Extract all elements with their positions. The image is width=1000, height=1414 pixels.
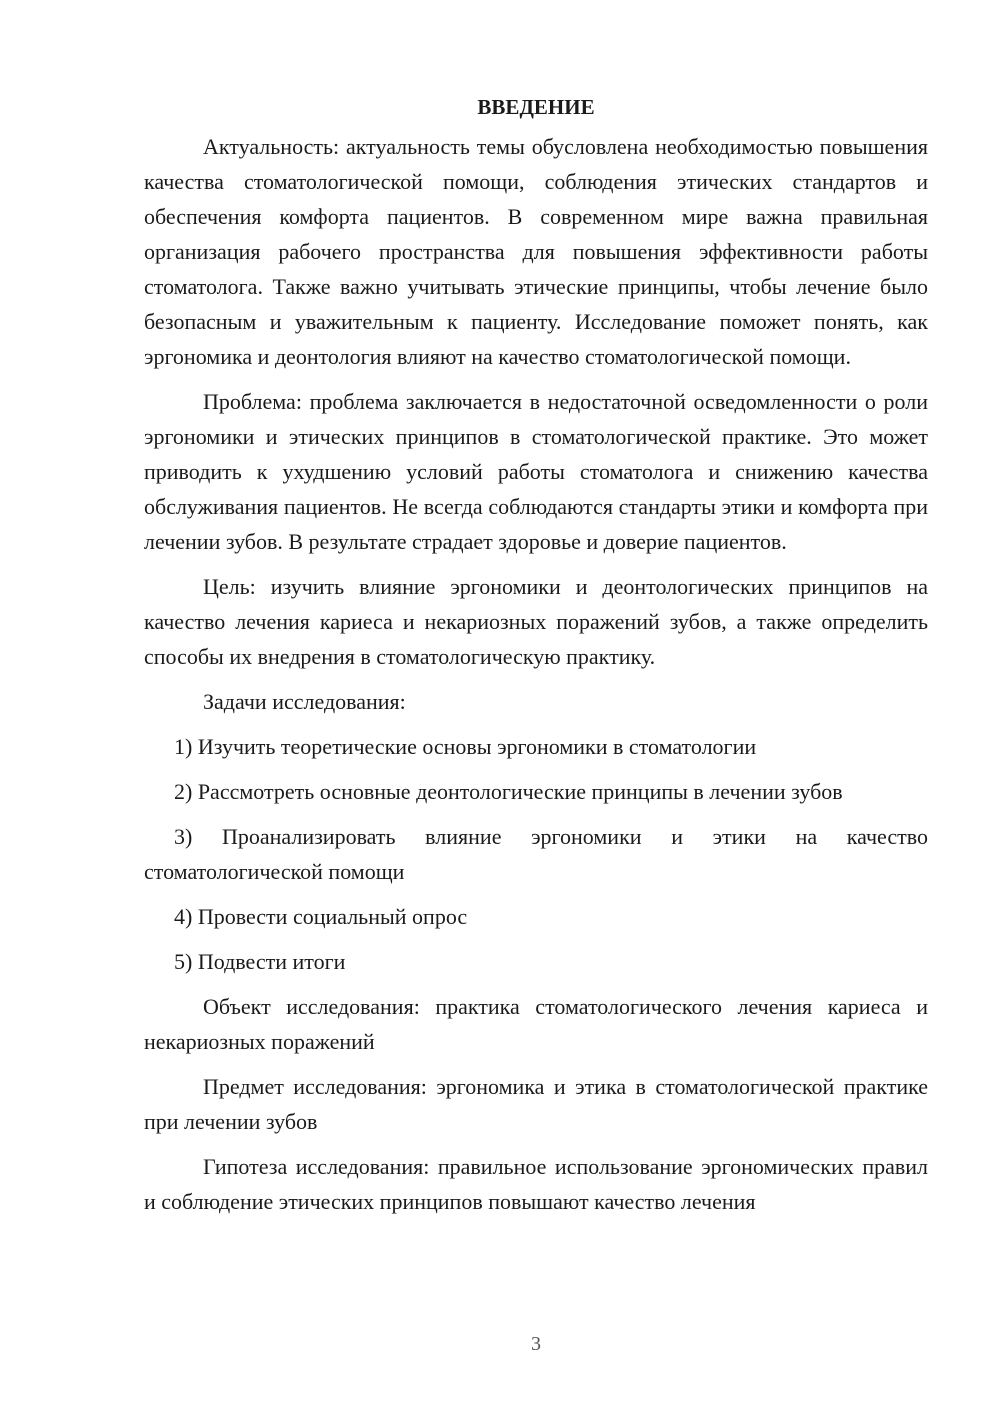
tasks-heading: Задачи исследования: [203, 689, 406, 714]
task-item-4: 4) Провести социальный опрос [174, 904, 468, 929]
paragraph-problem: Проблема: проблема заключается в недостаточной осведомленности о роли эргономики и этических принципов в стоматологической практике. Это может приводить к ухудшению условий работы стоматолога и снижению качества обслуживания пациентов. Не всегда соблюдаются стандарты этики и комфорта при лечении зубов. В результате страдает здоровье и доверие пациентов. [144, 389, 928, 554]
task-item-3: 3) Проанализировать влияние эргономики и этики на качество стоматологической помощи [144, 824, 928, 884]
paragraph-subject: Предмет исследования: эргономика и этика в стоматологической практике при лечении зубов [144, 1074, 928, 1134]
paragraph-object: Объект исследования: практика стоматологического лечения кариеса и некариозных поражений [144, 994, 928, 1054]
paragraph-goal: Цель: изучить влияние эргономики и деонтологических принципов на качество лечения кариеса и некариозных поражений зубов, а также определить способы их внедрения в стоматологическую практику. [144, 574, 928, 669]
task-item-1: 1) Изучить теоретические основы эргономики в стоматологии [174, 734, 757, 759]
section-title: ВВЕДЕНИЕ [477, 95, 595, 119]
paragraph-relevance: Актуальность: актуальность темы обусловлена необходимостью повышения качества стоматологической помощи, соблюдения этических стандартов и обеспечения комфорта пациентов. В современном мире важна правильная организация рабочего пространства для повышения эффективности работы стоматолога. Также важно учитывать этические принципы, чтобы лечение было безопасным и уважительным к пациенту. Исследование поможет понять, как эргономика и деонтология влияют на качество стоматологической помощи. [144, 134, 928, 369]
page-content [144, 90, 928, 1229]
page-number: 3 [531, 1333, 541, 1355]
task-item-5: 5) Подвести итоги [174, 949, 346, 974]
task-item-2: 2) Рассмотреть основные деонтологические принципы в лечении зубов [174, 779, 843, 804]
paragraph-hypothesis: Гипотеза исследования: правильное использование эргономических правил и соблюдение этических принципов повышают качество лечения [144, 1154, 928, 1214]
